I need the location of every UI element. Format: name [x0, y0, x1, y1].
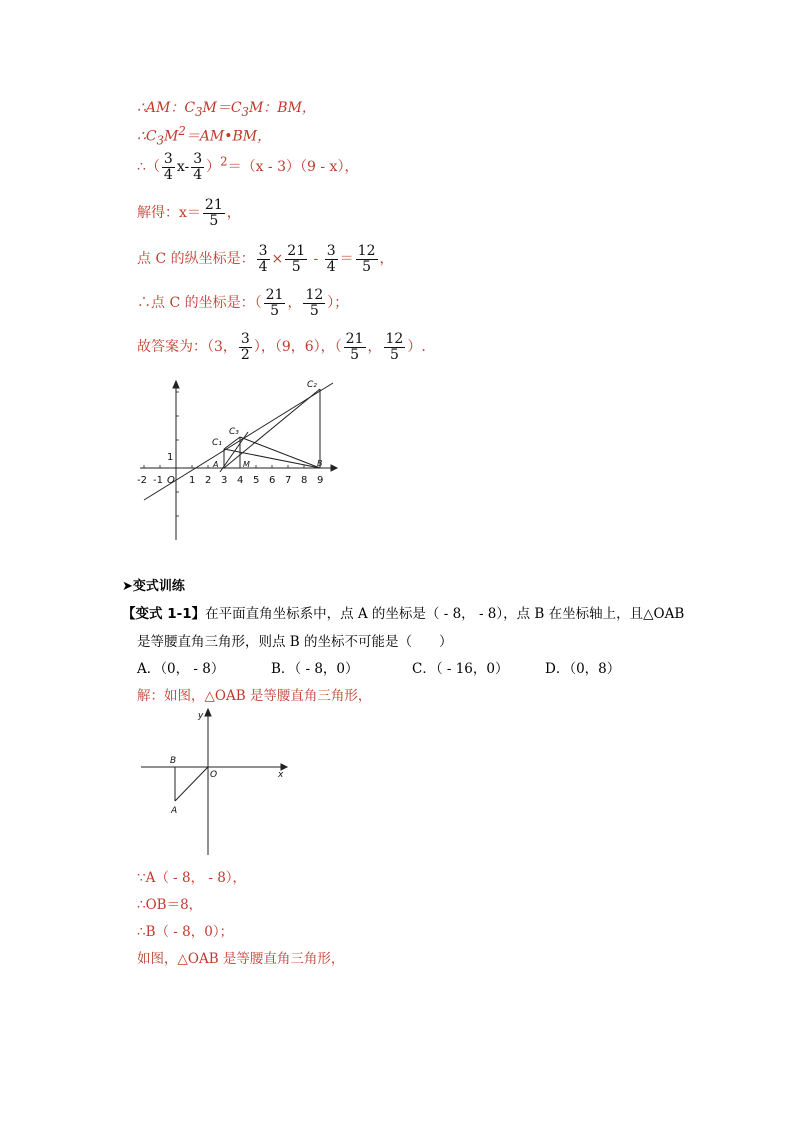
problem-tag: 【变式 1-1】 — [122, 606, 206, 622]
xtick-label: 8 — [301, 475, 308, 486]
xtick-label: 1 — [189, 475, 196, 486]
x-axis-arrow — [331, 465, 337, 471]
label-B: B — [317, 459, 323, 468]
xtick-label: 4 — [237, 475, 244, 486]
option-d: D．（0，8） — [545, 661, 621, 677]
xtick-label: 3 — [221, 475, 228, 486]
xtick-label: 5 — [253, 475, 260, 486]
solution-line-1: ∴AM：$C_3M=C_3M$：BM， — [137, 100, 316, 119]
label-x: x — [278, 770, 284, 780]
answer-step-2: ∴OB＝8， — [137, 897, 203, 913]
option-c: C．（ - 16，0） — [412, 661, 509, 677]
coordinate-figure-2 — [135, 705, 295, 860]
y-axis-arrow — [205, 709, 211, 716]
solution-line-2: $\therefore C_3M^2=AM•BM$， — [137, 124, 272, 148]
xtick-label: -1 — [153, 475, 163, 486]
problem-line-2 — [137, 630, 453, 650]
label-A: A — [171, 806, 178, 816]
label-y: y — [198, 711, 204, 721]
solution-line-4: 解得：x＝ $\frac{21}{5}$ ， — [137, 197, 241, 229]
answer-step-3: ∴B（ - 8，0）； — [137, 924, 234, 940]
solution-line-5: 点 C 的纵坐标是： $\frac{3}{4}$ × $\frac{21}{5}$ - $\frac{3}{4}$ ＝ $\frac{12}{5}$ ， — [137, 243, 394, 275]
segment-A-O — [175, 767, 208, 801]
answer-intro: 解：如图，△OAB 是等腰直角三角形， — [137, 688, 372, 704]
ytick-label: 1 — [167, 452, 174, 463]
solution-line-6: ∴点 C 的坐标是：（ $\frac{21}{5}$ ， $\frac{12}{5}$ ）； — [137, 287, 349, 319]
label-B: B — [170, 756, 177, 766]
xtick-label: 9 — [317, 475, 324, 486]
section-header — [122, 575, 185, 594]
label-C2: C₂ — [307, 380, 317, 390]
arrow-marker-icon: ➤ — [122, 579, 133, 594]
label-M: M — [243, 460, 250, 469]
xtick-label: -2 — [137, 475, 147, 486]
answer-step-1: ∵A（ - 8， - 8）， — [137, 870, 247, 886]
solution-line-3: ∴（ $\frac{3}{4}$ x- $\frac{3}{4}$ ）$^2$＝（x - 3）（9 - x）， — [137, 151, 359, 183]
problem-text-2: 是等腰直角三角形，则点 B 的坐标不可能是（ ） — [137, 634, 453, 650]
label-C3: C₃ — [229, 427, 239, 437]
label-A: A — [213, 460, 219, 469]
answer-step-4: 如图，△OAB 是等腰直角三角形， — [137, 951, 345, 967]
coordinate-figure-1 — [135, 375, 340, 543]
problem-line-1 — [122, 602, 684, 622]
option-a: A．（0， - 8） — [137, 661, 225, 677]
y-axis-arrow — [173, 381, 179, 388]
solution-line-7: 故答案为：（3， $\frac{3}{2}$ ），（9，6），（ $\frac{21}{5}$ ， $\frac{12}{5}$ ）. — [137, 331, 426, 363]
problem-text-1: 在平面直角坐标系中，点 A 的坐标是（ - 8， - 8），点 B 在坐标轴上，且△OAB — [205, 606, 685, 622]
xtick-label: 6 — [269, 475, 276, 486]
label-O: O — [210, 770, 218, 780]
label-C1: C₁ — [212, 438, 222, 448]
option-b: B．（ - 8，0） — [271, 661, 359, 677]
options-row — [137, 657, 620, 677]
section-title: 变式训练 — [132, 579, 185, 594]
xtick-label: 2 — [205, 475, 212, 486]
origin-label: O — [167, 475, 175, 486]
segment-C3-B — [240, 437, 320, 468]
xtick-label: 7 — [285, 475, 292, 486]
